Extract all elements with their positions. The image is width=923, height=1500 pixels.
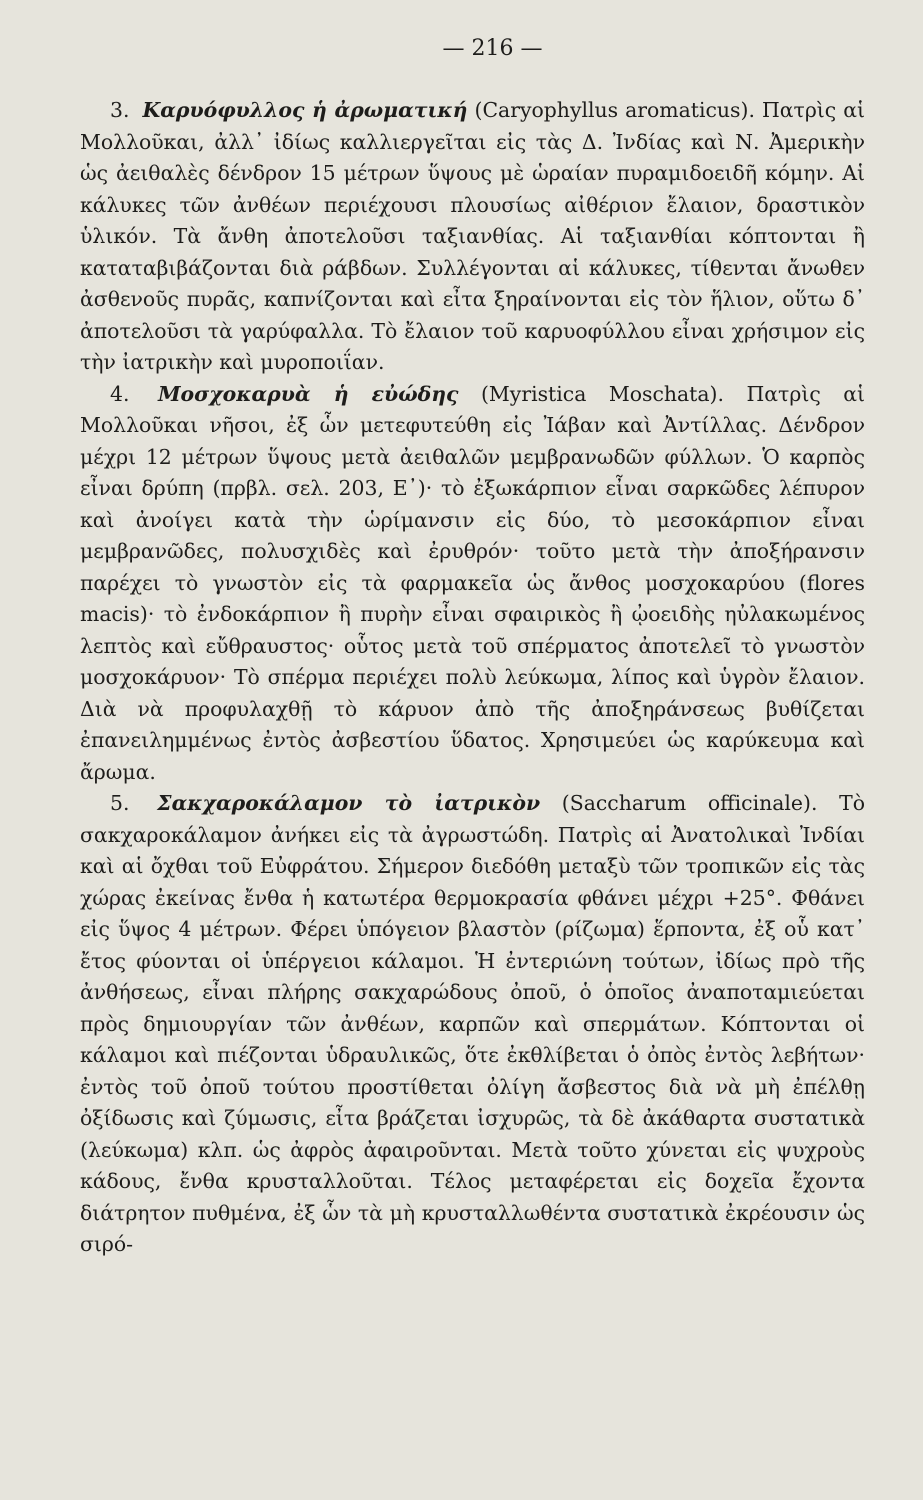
entry-latin-name: (Saccharum officinale).: [561, 791, 818, 815]
entry-term: Καρυόφυλλος ἡ ἀρωματική: [142, 98, 468, 122]
entry-text: Πατρὶς αἱ Μολλοῦκαι νῆσοι, ἐξ ὧν μετεφυτεύθη εἰς Ἰάβαν καὶ Ἀντίλλας. Δένδρον μέχρι 12 μέτρων ὕψους μετὰ ἀειθαλῶν μεμβρανωδῶν φύλλων. Ὁ καρπὸς εἶναι δρύπη (πρβλ. σελ. 203, Ε᾽)· τὸ ἐξωκάρπιον εἶναι σαρκῶδες λέπυρον καὶ ἀνοίγει κατὰ τὴν ὡρίμανσιν εἰς δύο, τὸ μεσοκάρπιον εἶναι μεμβρανῶδες, πολυσχιδὲς καὶ ἐρυθρόν· τοῦτο μετὰ τὴν ἀποξήρανσιν παρέχει τὸ γνωστὸν εἰς τὰ φαρμακεῖα ὡς ἄνθος μοσχοκαρύου (flores macis)· τὸ ἐνδοκάρπιον ἢ πυρὴν εἶναι σφαιρικὸς ἢ ᾠοειδὴς ηὐλακωμένος λεπτὸς καὶ εὔθραυστος· οὗτος μετὰ τοῦ σπέρματος ἀποτελεῖ τὸ γνωστὸν μοσχοκάρυον· Τὸ σπέρμα περιέχει πολὺ λεύκωμα, λίπος καὶ ὑγρὸν ἔλαιον. Διὰ νὰ προφυλαχθῇ τὸ κάρυον ἀπὸ τῆς ἀποξηράνσεως βυθίζεται ἐπανειλημμένως ἐντὸς ἀσβεστίου ὕδατος. Χρησιμεύει ὡς καρύκευμα καὶ ἄρωμα.: [80, 381, 866, 784]
entry-latin-name: (Myristica Moschata).: [480, 381, 724, 406]
entry-number: 4.: [110, 381, 130, 406]
page-number: — 216 —: [442, 36, 543, 61]
entry-caryophyllus: [80, 95, 865, 379]
entry-saccharum: [80, 788, 865, 1261]
entry-term: Σακχαροκάλαμον τὸ ἰατρικὸν: [157, 791, 541, 815]
entry-text: Πατρὶς αἱ Μολλοῦκαι, ἀλλ᾽ ἰδίως καλλιεργεῖται εἰς τὰς Δ. Ἰνδίας καὶ Ν. Ἀμερικὴν ὡς ἀειθαλὲς δένδρον 15 μέτρων ὕψους μὲ ὡραίαν πυραμιδοειδῆ κόμην. Αἱ κάλυκες τῶν ἀνθέων περιέχουσι πλουσίως αἰθέριον ἔλαιον, δραστικὸν ὑλικόν. Τὰ ἄνθη ἀποτελοῦσι ταξιανθίας. Αἱ ταξιανθίαι κόπτονται ἢ καταταβιβάζονται διὰ ράβδων. Συλλέγονται αἱ κάλυκες, τίθενται ἄνωθεν ἀσθενοῦς πυρᾶς, καπνίζονται καὶ εἶτα ξηραίνονται εἰς τὸν ἥλιον, οὕτω δ᾽ ἀποτελοῦσι τὰ γαρύφαλλα. Τὸ ἔλαιον τοῦ καρυοφύλλου εἶναι χρήσιμον εἰς τὴν ἰατρικὴν καὶ μυροποιΐαν.: [80, 98, 865, 374]
entry-number: 3.: [110, 98, 130, 122]
entry-number: 5.: [110, 791, 130, 815]
entry-latin-name: (Caryophyllus aromaticus).: [474, 98, 755, 122]
entry-text: Τὸ σακχαροκάλαμον ἀνήκει εἰς τὰ ἀγρωστώδη. Πατρὶς αἱ Ἀνατολικαὶ Ἰνδίαι καὶ αἱ ὄχθαι τοῦ Εὐφράτου. Σήμερον διεδόθη μεταξὺ τῶν τροπικῶν εἰς τὰς χώρας ἐκείνας ἔνθα ἡ κατωτέρα θερμοκρασία φθάνει μέχρι +25°. Φθάνει εἰς ὕψος 4 μέτρων. Φέρει ὑπόγειον βλαστὸν (ρίζωμα) ἕρποντα, ἐξ οὗ κατ᾽ ἔτος φύονται οἱ ὑπέργειοι κάλαμοι. Ἡ ἐντεριώνη τούτων, ἰδίως πρὸ τῆς ἀνθήσεως, εἶναι πλήρης σακχαρώδους ὀποῦ, ὁ ὁποῖος ἀναποταμιεύεται πρὸς δημιουργίαν τῶν ἀνθέων, καρπῶν καὶ σπερμάτων. Κόπτονται οἱ κάλαμοι καὶ πιέζονται ὑδραυλικῶς, ὅτε ἐκθλίβεται ὁ ὀπὸς ἐντὸς λεβήτων· ἐντὸς τοῦ ὀποῦ τούτου προστίθεται ὀλίγη ἄσβεστος διὰ νὰ μὴ ἐπέλθῃ ὀξίδωσις καὶ ζύμωσις, εἶτα βράζεται ἰσχυρῶς, τὰ δὲ ἀκάθαρτα συστατικὰ (λεύκωμα) κλπ. ὡς ἀφρὸς ἀφαιροῦνται. Μετὰ τοῦτο χύνεται εἰς ψυχροὺς κάδους, ἔνθα κρυσταλλοῦται. Τέλος μεταφέρεται εἰς δοχεῖα ἔχοντα διάτρητον πυθμένα, ἐξ ὧν τὰ μὴ κρυσταλλωθέντα συστατικὰ ἐκρέουσιν ὡς σιρό-: [80, 791, 866, 1256]
entry-myristica: [80, 379, 865, 789]
entry-term: Μοσχοκαρυὰ ἡ εὐώδης: [157, 381, 459, 406]
